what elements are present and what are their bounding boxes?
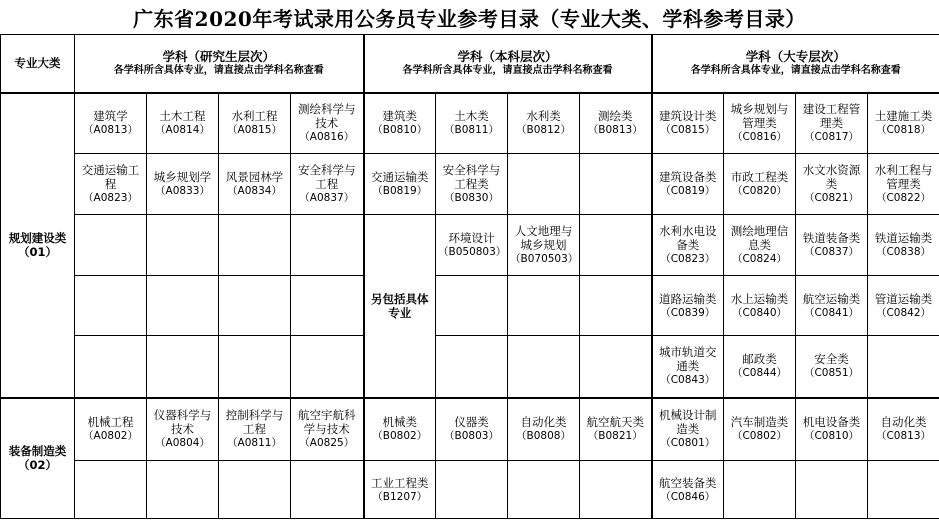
subject-cell[interactable]	[219, 154, 291, 215]
subject-cell[interactable]	[868, 276, 939, 336]
subject-name: 测绘类	[598, 109, 633, 124]
subject-cell[interactable]	[219, 398, 291, 461]
subject-code: （C0841）	[803, 306, 860, 319]
subject-cell[interactable]	[652, 398, 724, 461]
subject-name: 水利工程与管理类	[874, 163, 933, 191]
empty-cell	[868, 461, 939, 519]
subject-cell[interactable]	[364, 154, 436, 215]
subject-cell[interactable]	[75, 93, 147, 154]
subject-cell[interactable]	[796, 336, 868, 398]
subject-cell[interactable]	[75, 154, 147, 215]
empty-cell	[724, 461, 796, 519]
subject-code: （C0822）	[875, 192, 932, 204]
subject-name: 城乡规划学	[153, 170, 212, 184]
empty-cell	[580, 461, 652, 519]
subject-name: 铁道运输类	[874, 231, 933, 245]
subject-code: （B0812）	[516, 124, 571, 137]
major-category-cell	[1, 93, 75, 398]
subject-name: 环境设计	[448, 231, 495, 245]
subject-code: （C0824）	[731, 253, 788, 265]
empty-cell	[75, 336, 147, 398]
subject-name: 控制科学与工程	[225, 408, 284, 437]
subject-name: 水利工程	[231, 109, 278, 124]
subject-code: （B0830）	[444, 192, 499, 204]
subject-code: （C0843）	[660, 374, 716, 387]
subject-name: 建设工程管理类	[802, 102, 861, 131]
subject-code: （C0802）	[731, 430, 788, 443]
table-row	[1, 93, 939, 154]
subject-name: 水利水电设备类	[659, 224, 717, 252]
subject-code: （A0815）	[227, 124, 282, 137]
empty-cell	[75, 215, 147, 276]
major-category-name: 装备制造类	[8, 444, 67, 459]
empty-cell	[291, 461, 364, 519]
subject-code: （B0803）	[444, 430, 499, 443]
major-category-name: 规划建设类	[8, 231, 67, 245]
subject-name: 风景园林学	[225, 170, 284, 184]
subject-name: 市政工程类	[730, 170, 789, 184]
subject-cell[interactable]	[580, 398, 652, 461]
subject-code: （C0839）	[660, 306, 716, 319]
subject-cell[interactable]	[291, 398, 364, 461]
subject-code: （C0819）	[660, 185, 716, 197]
subject-cell[interactable]	[652, 336, 724, 398]
subject-code: （B0811）	[444, 124, 499, 137]
subject-name: 汽车制造类	[730, 415, 789, 430]
major-category-code: （01）	[17, 245, 57, 259]
category-column-header: 专业大类	[1, 35, 75, 93]
subject-cell[interactable]	[796, 215, 868, 276]
level-group-label[interactable]: 学科（研究生层次）	[162, 49, 275, 65]
table-row	[1, 336, 939, 398]
subject-name: 安全科学与工程	[298, 163, 356, 191]
subject-code: （C0816）	[731, 131, 788, 144]
subject-cell[interactable]	[724, 215, 796, 276]
empty-cell	[147, 215, 219, 276]
empty-cell	[508, 154, 580, 215]
subject-cell[interactable]	[508, 398, 580, 461]
empty-cell	[219, 461, 291, 519]
page-title: 广东省2020年考试录用公务员专业参考目录（专业大类、学科参考目录）	[133, 6, 806, 31]
level-group-header	[364, 35, 652, 93]
empty-cell	[75, 276, 147, 336]
subject-code: （B050803）	[438, 246, 507, 258]
level-group-note: 各学科所含具体专业，请直接点击学科名称查看	[113, 65, 324, 77]
subject-code: （A0823）	[83, 192, 138, 204]
subject-code: （C0801）	[660, 437, 716, 450]
empty-cell	[508, 461, 580, 519]
subject-cell[interactable]	[219, 93, 291, 154]
subject-name: 水文水资源类	[802, 163, 861, 191]
table-row	[1, 276, 939, 336]
subject-cell[interactable]	[364, 93, 436, 154]
empty-cell	[291, 276, 364, 336]
subject-code: （C0842）	[875, 306, 932, 319]
subject-code: （C0840）	[731, 306, 788, 319]
subject-cell[interactable]	[147, 93, 219, 154]
empty-cell	[147, 461, 219, 519]
subject-cell[interactable]	[652, 461, 724, 519]
major-category-code: （02）	[17, 458, 57, 473]
subject-cell[interactable]	[436, 93, 508, 154]
subject-name: 机械类	[382, 415, 417, 430]
subject-cell[interactable]	[508, 215, 580, 276]
level-group-header	[75, 35, 364, 93]
subject-name: 交通运输类	[371, 170, 429, 184]
subject-cell[interactable]	[796, 154, 868, 215]
subject-code: （A0802）	[83, 430, 138, 443]
subject-code: （B0810）	[372, 124, 428, 137]
subject-name: 航空航天类	[586, 415, 644, 430]
empty-cell	[219, 215, 291, 276]
subject-name: 建筑设计类	[659, 109, 717, 124]
subject-cell[interactable]	[868, 215, 939, 276]
subject-cell[interactable]	[796, 93, 868, 154]
subject-code: （B0808）	[516, 430, 571, 443]
subject-name: 仪器类	[454, 415, 489, 430]
table-row	[1, 461, 939, 519]
table-row	[1, 215, 939, 276]
subject-code: （C0823）	[660, 253, 716, 265]
subject-code: （B0802）	[372, 430, 428, 443]
subject-code: （B0819）	[372, 185, 428, 197]
subject-name: 测绘科学与技术	[298, 102, 356, 131]
subject-name: 道路运输类	[659, 291, 717, 306]
subject-code: （C0810）	[803, 430, 860, 443]
subject-cell[interactable]	[291, 93, 364, 154]
subject-code: （C0815）	[660, 124, 716, 137]
subject-name: 土建施工类	[874, 109, 933, 124]
subject-code: （C0821）	[803, 192, 860, 204]
subject-code: （B0821）	[587, 430, 643, 443]
subject-name: 自动化类	[880, 415, 927, 430]
level-group-note: 各学科所含具体专业，请直接点击学科名称查看	[690, 65, 901, 77]
subject-cell[interactable]	[868, 154, 939, 215]
subject-name: 管道运输类	[874, 291, 933, 306]
subject-name: 测绘地理信息类	[730, 224, 789, 252]
empty-cell	[508, 276, 580, 336]
subject-name: 交通运输工程	[81, 163, 140, 191]
subject-name: 安全类	[814, 352, 849, 367]
subject-cell[interactable]	[436, 154, 508, 215]
subject-code: （C0817）	[803, 131, 860, 144]
subject-cell[interactable]	[724, 276, 796, 336]
subject-code: （B070503）	[510, 253, 579, 265]
subject-cell[interactable]	[364, 398, 436, 461]
subject-cell[interactable]	[796, 398, 868, 461]
subject-cell[interactable]	[75, 398, 147, 461]
subject-cell[interactable]	[291, 154, 364, 215]
subject-code: （C0818）	[875, 124, 932, 137]
empty-cell	[508, 336, 580, 398]
subject-cell[interactable]	[724, 154, 796, 215]
subject-code: （C0837）	[803, 246, 860, 258]
table-row	[1, 398, 939, 461]
empty-cell	[580, 336, 652, 398]
empty-cell	[436, 336, 508, 398]
empty-cell	[436, 276, 508, 336]
empty-cell	[436, 461, 508, 519]
major-category-cell	[1, 398, 75, 519]
subject-cell[interactable]	[436, 215, 508, 276]
subject-cell[interactable]	[652, 276, 724, 336]
subject-name: 人文地理与城乡规划	[514, 224, 573, 252]
subject-code: （B0813）	[587, 124, 643, 137]
subject-name: 建筑学	[93, 109, 128, 124]
empty-cell	[291, 215, 364, 276]
subject-name: 机械工程	[87, 415, 134, 430]
subject-cell[interactable]	[147, 154, 219, 215]
subject-name: 城乡规划与管理类	[730, 102, 789, 131]
subject-cell[interactable]	[868, 398, 939, 461]
subject-code: （A0811）	[227, 437, 282, 450]
subject-name: 水利类	[526, 109, 561, 124]
subject-code: （B1207）	[372, 490, 428, 503]
subject-name: 土木类	[454, 109, 489, 124]
empty-cell	[219, 276, 291, 336]
empty-cell	[580, 215, 652, 276]
empty-cell	[580, 276, 652, 336]
subject-name: 安全科学与工程类	[442, 163, 501, 191]
empty-cell	[580, 154, 652, 215]
subject-code: （C0851）	[803, 367, 860, 380]
subject-name: 水上运输类	[730, 291, 789, 306]
subject-code: （C0846）	[660, 490, 716, 503]
subject-name: 仪器科学与技术	[153, 408, 212, 437]
level-group-label[interactable]: 学科（大专层次）	[745, 49, 846, 65]
level-group-note: 各学科所含具体专业，请直接点击学科名称查看	[402, 65, 613, 77]
empty-cell	[219, 336, 291, 398]
empty-cell	[147, 336, 219, 398]
subject-name: 城市轨道交通类	[659, 345, 717, 374]
subject-cell[interactable]	[147, 398, 219, 461]
subject-name: 铁道装备类	[802, 231, 861, 245]
subject-name: 自动化类	[520, 415, 567, 430]
subject-cell[interactable]	[652, 215, 724, 276]
subject-cell[interactable]	[364, 461, 436, 519]
subject-code: （A0834）	[227, 185, 282, 197]
subject-cell[interactable]	[724, 93, 796, 154]
empty-cell	[291, 336, 364, 398]
subject-code: （A0814）	[155, 124, 210, 137]
table-row	[1, 154, 939, 215]
subject-name: 土木工程	[159, 109, 206, 124]
subject-cell[interactable]	[724, 336, 796, 398]
subject-cell[interactable]	[508, 93, 580, 154]
subject-cell[interactable]	[580, 93, 652, 154]
empty-cell	[796, 461, 868, 519]
subject-cell[interactable]	[724, 398, 796, 461]
empty-cell	[147, 276, 219, 336]
subject-name: 航空装备类	[659, 475, 717, 490]
subject-code: （A0813）	[83, 124, 138, 137]
subject-code: （C0844）	[731, 367, 788, 380]
subject-cell[interactable]	[652, 93, 724, 154]
subject-name: 机械设计制造类	[659, 408, 717, 437]
subject-name: 邮政类	[742, 352, 777, 367]
level-group-label[interactable]: 学科（本科层次）	[457, 49, 558, 65]
subject-cell[interactable]	[868, 93, 939, 154]
additional-majors-note: 另包括具体专业	[364, 215, 436, 398]
subject-cell[interactable]	[796, 276, 868, 336]
subject-code: （C0838）	[875, 246, 932, 258]
subject-code: （A0825）	[299, 437, 355, 450]
empty-cell	[868, 336, 939, 398]
subject-code: （A0837）	[299, 192, 355, 204]
empty-cell	[75, 461, 147, 519]
subject-code: （A0816）	[299, 131, 355, 144]
subject-code: （A0833）	[155, 185, 210, 197]
subject-name: 航空运输类	[802, 291, 861, 306]
level-group-header	[652, 35, 939, 93]
header-row	[1, 35, 939, 93]
subject-name: 机电设备类	[802, 415, 861, 430]
subject-code: （C0820）	[731, 185, 788, 197]
catalog-table	[0, 34, 939, 519]
subject-name: 建筑设备类	[659, 170, 717, 184]
subject-code: （A0804）	[155, 437, 210, 450]
subject-name: 工业工程类	[371, 475, 429, 490]
subject-name: 建筑类	[382, 109, 417, 124]
subject-name: 航空宇航科学与技术	[298, 408, 356, 437]
subject-cell[interactable]	[436, 398, 508, 461]
subject-cell[interactable]	[652, 154, 724, 215]
subject-code: （C0813）	[875, 430, 932, 443]
